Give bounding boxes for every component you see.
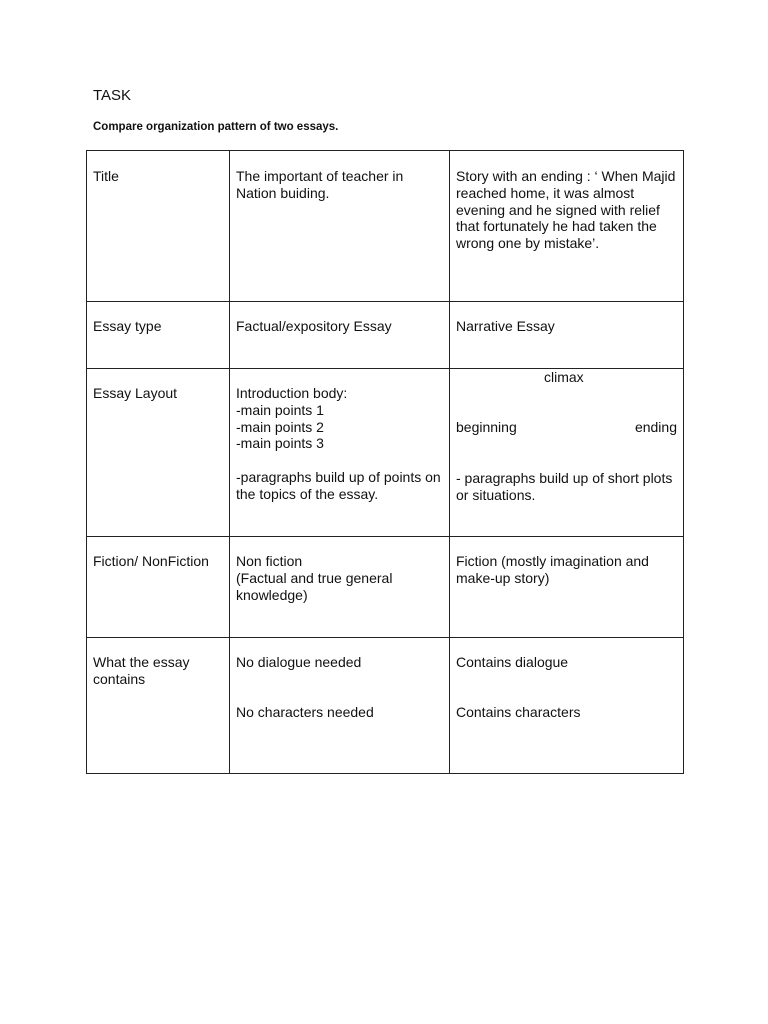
essay1-contains <box>230 638 450 774</box>
essay1-layout-point: -main points 3 <box>236 435 324 452</box>
essay1-fiction <box>230 537 450 638</box>
table-row-title <box>87 151 684 302</box>
diagram-label-beginning: beginning <box>456 419 517 435</box>
row-label-essay-type: Essay type <box>87 302 230 369</box>
table-row-contains <box>87 638 684 774</box>
table-row-essay-type <box>87 302 684 369</box>
essay1-contains-characters: No characters needed <box>236 703 374 720</box>
essay1-layout <box>230 369 450 537</box>
diagram-label-climax: climax <box>544 369 584 385</box>
spacer <box>456 671 677 704</box>
essay1-fiction-line: Non fiction <box>236 553 303 569</box>
essay2-contains-dialogue: Contains dialogue <box>456 654 569 670</box>
essay2-contains <box>450 638 684 774</box>
essay1-layout-point: -main points 1 <box>236 401 324 418</box>
essay1-layout-paragraphs: -paragraphs build up of points on the topics of the essay. <box>236 469 441 502</box>
narrative-arc-diagram <box>456 369 677 437</box>
essay2-title: Story with an ending : ‘ When Majid reached home, it was almost evening and he signed with relief that fortunately he had taken the wrong one by mistake’. <box>450 151 684 302</box>
essay2-layout-paragraphs: - paragraphs build up of short plots or situations. <box>456 470 673 503</box>
essay1-layout-intro: Introduction body: <box>236 385 348 401</box>
comparison-table <box>86 150 684 774</box>
essay1-title: The important of teacher in Nation buiding. <box>230 151 450 302</box>
row-label-title: Title <box>87 151 230 302</box>
row-label-contains: What the essay contains <box>87 638 230 774</box>
essay2-layout <box>450 369 684 537</box>
table-row-essay-layout <box>87 369 684 537</box>
essay2-type: Narrative Essay <box>450 302 684 369</box>
task-instruction: Compare organization pattern of two essays. <box>93 121 339 133</box>
essay1-contains-dialogue: No dialogue needed <box>236 654 362 670</box>
essay2-contains-characters: Contains characters <box>456 703 581 720</box>
table-row-fiction <box>87 537 684 638</box>
task-heading: TASK <box>93 87 132 104</box>
spacer <box>236 671 443 704</box>
essay2-fiction: Fiction (mostly imagination and make-up story) <box>450 537 684 638</box>
spacer <box>236 452 443 469</box>
essay1-fiction-detail: (Factual and true general knowledge) <box>236 569 393 603</box>
row-label-fiction: Fiction/ NonFiction <box>87 537 230 638</box>
row-label-essay-layout: Essay Layout <box>87 369 230 537</box>
essay1-layout-point: -main points 2 <box>236 418 324 435</box>
essay1-type: Factual/expository Essay <box>230 302 450 369</box>
diagram-label-ending: ending <box>634 419 677 435</box>
